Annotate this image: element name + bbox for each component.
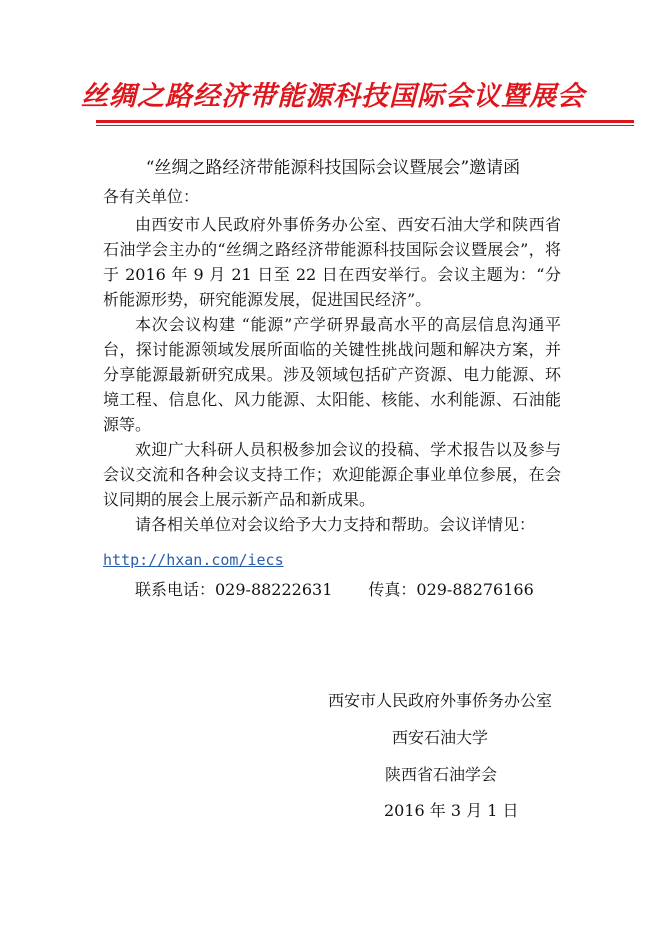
signature-org-foreign-affairs: 西安市人民政府外事侨务办公室: [328, 691, 553, 710]
fax-number: 传真：029-88276166: [368, 580, 534, 599]
header-rule-thick: [96, 120, 634, 123]
paragraph-platform: 本次会议构建 “能源”产学研界最高水平的高层信息沟通平台，探讨能源领域发展所面临的关键性挑战问题和解决方案，并分享能源最新研究成果。涉及领域包括矿产资源、电力能源、环境工程、信息化、风力能源、太阳能、核能、水利能源、石油能源等。: [103, 315, 561, 434]
header-rule-thin: [96, 125, 634, 126]
paragraph-intro: 由西安市人民政府外事侨务办公室、西安石油大学和陕西省石油学会主办的“丝绸之路经济带能源科技国际会议暨展会”，将于 2016 年 9 月 21 日至 22 日在西安举行。会议主题为：“分析能源形势，研究能源发展，促进国民经济”。: [103, 215, 561, 309]
salutation: 各有关单位：: [103, 187, 200, 206]
conference-link[interactable]: http://hxan.com/iecs: [103, 551, 284, 569]
paragraph-welcome: 欢迎广大科研人员积极参加会议的投稿、学术报告以及参与会议交流和各种会议支持工作；欢迎能源企事业单位参展，在会议同期的展会上展示新产品和新成果。: [103, 440, 561, 509]
phone-number: 联系电话：029-88222631: [135, 580, 333, 599]
paragraph-request: 请各相关单位对会议给予大力支持和帮助。会议详情见：: [135, 515, 536, 534]
letter-body: [103, 212, 561, 537]
letter-title: “丝绸之路经济带能源科技国际会议暨展会”邀请函: [145, 158, 521, 178]
signature-org-petroleum-society: 陕西省石油学会: [385, 765, 498, 784]
banner-title: 丝绸之路经济带能源科技国际会议暨展会: [81, 81, 585, 112]
contact-line: [135, 579, 534, 601]
signature-date: 2016 年 3 月 1 日: [384, 801, 519, 820]
signature-org-university: 西安石油大学: [392, 728, 489, 747]
